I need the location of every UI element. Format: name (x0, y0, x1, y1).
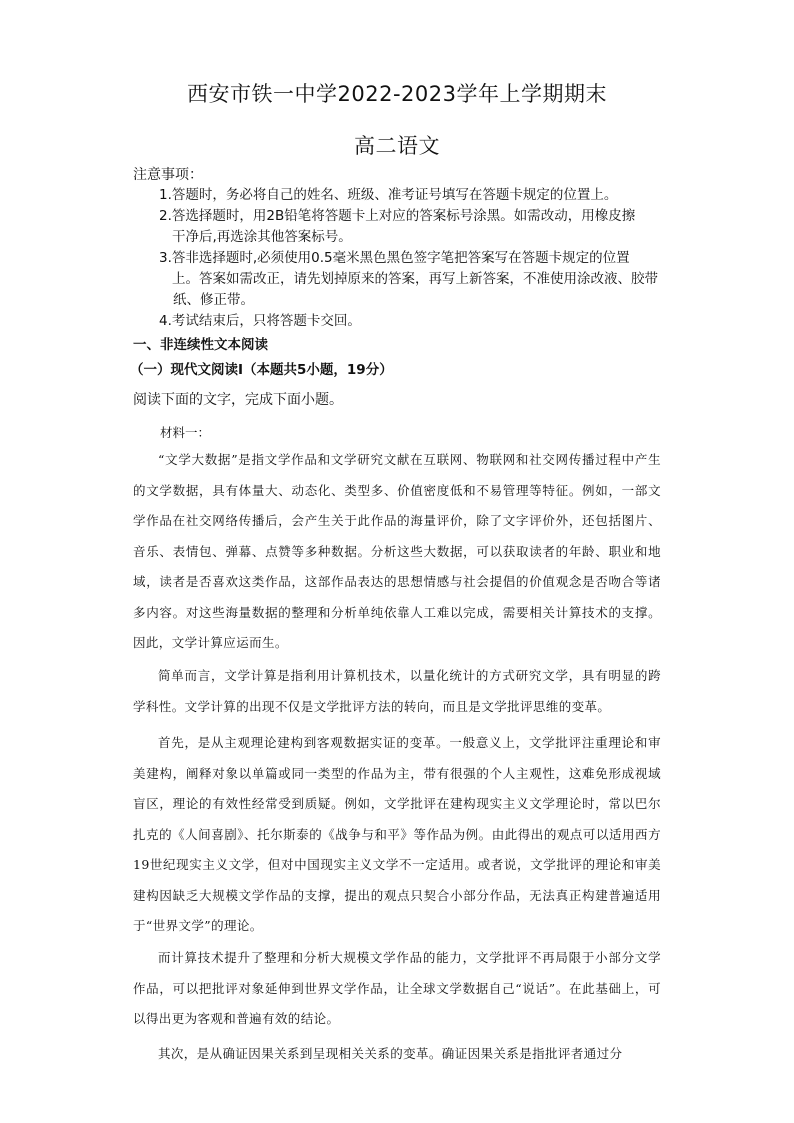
note-text: 3.答非选择题时,必须使用0.5毫米黑色黑色签字笔把答案写在答题卡规定的位置 (159, 250, 630, 266)
note-item (160, 311, 660, 332)
passage-paragraph: 而计算技术提升了整理和分析大规模文学作品的能力，文学批评不再局限于小部分文学作品，可以把批评对象延伸到世界文学作品，让全球文学数据自己“说话”。在此基础上，可以得出更为客观和普遍有效的结论。 (133, 950, 661, 1026)
note-item (160, 185, 660, 206)
passage-paragraph: “文学大数据”是指文学作品和文学研究文献在互联网、物联网和社交网传播过程中产生的文学数据，具有体量大、动态化、类型多、价值密度低和不易管理等特征。例如，一部文学作品在社交网络传播后，会产生关于此作品的海量评价，除了文字评价外，还包括图片、音乐、表情包、弹幕、点赞等多种数据。分析这些大数据，可以获取读者的年龄、职业和地域，读者是否喜欢这类作品，这部作品表达的思想情感与社会提倡的价值观念是否吻合等诸多内容。对这些海量数据的整理和分析单纯依靠人工难以完成，需要相关计算技术的支撑。因此，文学计算应运而生。 (133, 452, 661, 650)
passage-paragraph: 其次，是从确证因果关系到呈现相关关系的变革。确证因果关系是指批评者通过分 (158, 1046, 623, 1061)
passage-paragraph: 首先，是从主观理论建构到客观数据实证的变革。一般意义上，文学批评注重理论和审美建构，阐释对象以单篇或同一类型的作品为主，带有很强的个人主观性，这难免形成视域盲区，理论的有效性经常受到质疑。例如，文学批评在建构现实主义文学理论时，常以巴尔扎克的《人间喜剧》、托尔斯泰的《战争与和平》等作品为例。由此得出的观点可以适用西方19世纪现实主义文学，但对中国现实主义文学不一定适用。或者说，文学批评的理论和审美建构因缺乏大规模文学作品的支撑，提出的观点只契合小部分作品，无法真正构建普遍适用于“世界文学”的理论。 (133, 735, 661, 933)
section-heading: 一、非连续性文本阅读 (133, 337, 268, 353)
note-text-cont: 干净后,再选涂其他答案标号。 (172, 229, 352, 245)
note-text: 1.答题时，务必将自己的姓名、班级、准考证号填写在答题卡规定的位置上。 (159, 187, 618, 203)
passage-paragraph: 简单而言，文学计算是指利用计算机技术，以量化统计的方式研究文学，具有明显的跨学科性。文学计算的出现不仅是文学批评方法的转向，而且是文学批评思维的变革。 (133, 668, 661, 714)
material-label: 材料一： (160, 425, 211, 440)
note-item (160, 248, 660, 311)
exam-subject: 高二语文 (354, 134, 440, 158)
note-text: 2.答选择题时，用2B铅笔将答题卡上对应的答案标号涂黑。如需改动，用橡皮擦 (159, 208, 636, 224)
note-text: 4.考试结束后，只将答题卡交回。 (159, 313, 361, 329)
note-item (160, 206, 660, 248)
notes-heading: 注意事项： (133, 167, 203, 183)
reading-instruction: 阅读下面的文字，完成下面小题。 (133, 392, 343, 408)
note-text-cont: 上。答案如需改正，请先划掉原来的答案，再写上新答案，不准使用涂改液、胶带纸、修正带。 (172, 271, 658, 308)
exam-title: 西安市铁一中学2022-2023学年上学期期末 (187, 82, 607, 106)
subsection-heading: （一）现代文阅读Ⅰ（本题共5小题，19分） (130, 362, 393, 378)
